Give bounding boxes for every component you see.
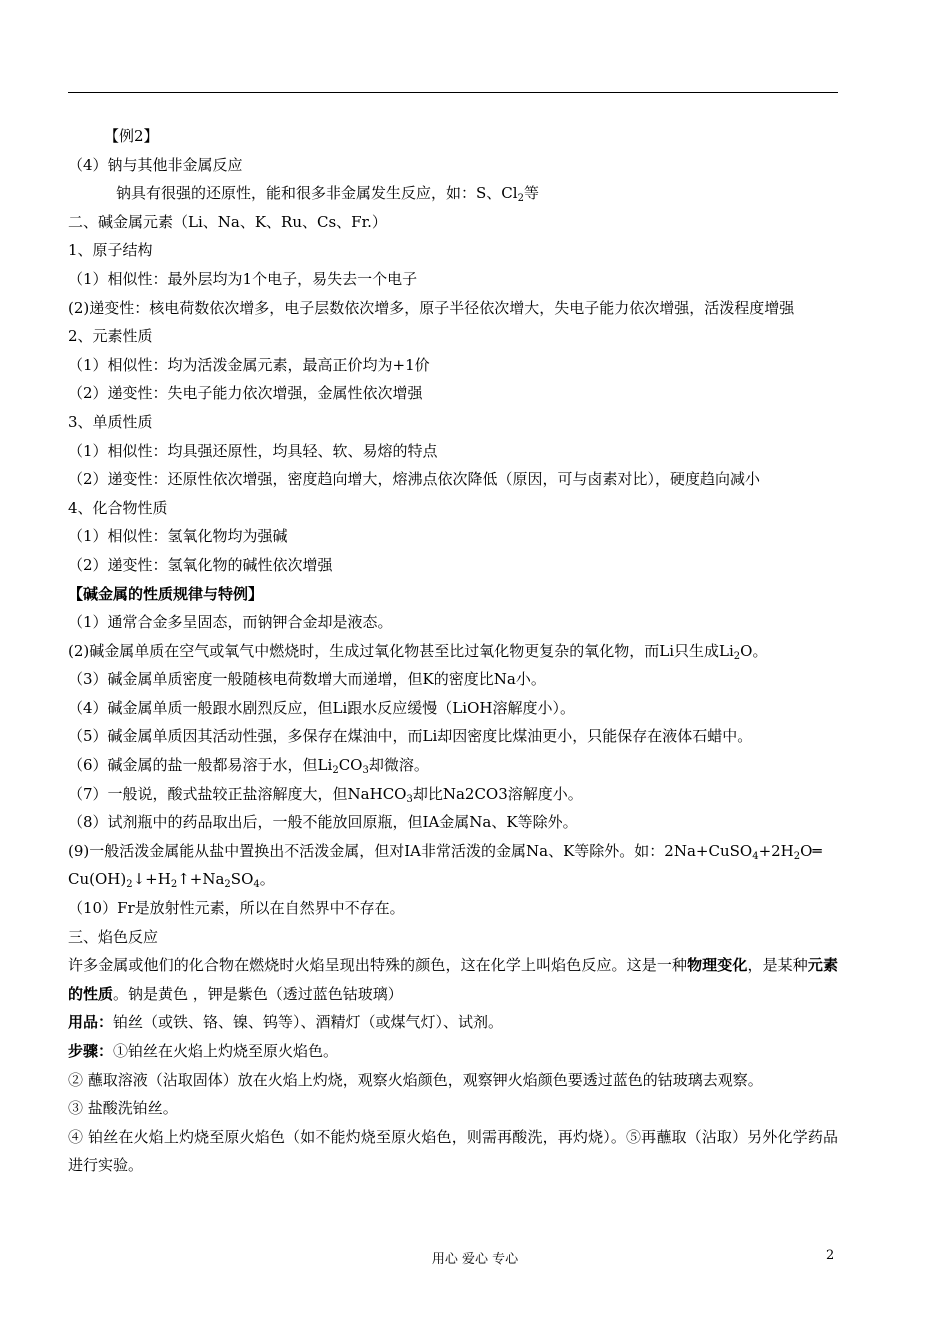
atom-trend: (2)递变性：核电荷数依次增多，电子层数依次增多，原子半径依次增大，失电子能力依次增强，活泼程度增强 — [68, 298, 795, 317]
rule-9: (9)一般活泼金属能从盐中置换出不活泼金属，但对IA非常活泼的金属Na、K等除外。如：$2Na+CuSO_4+2H_2O═$ — [68, 841, 822, 862]
rules-title: 【碱金属的性质规律与特例】 — [68, 584, 264, 603]
rule-2: (2)碱金属单质在空气或氧气中燃烧时，生成过氧化物甚至比过氧化物更复杂的氧化物，而Li只生成$Li_2O$。 — [68, 641, 768, 662]
compound-property-title: 4、化合物性质 — [68, 498, 168, 517]
flame-step-3: ③ 盐酸洗铂丝。 — [68, 1099, 178, 1118]
rule-6: （6）碱金属的盐一般都易溶于水，但$Li_2CO_3$却微溶。 — [68, 756, 429, 777]
footer-motto: 用心 爱心 专心 — [431, 1252, 519, 1267]
substance-trend: （2）递变性：还原性依次增强，密度趋向增大，熔沸点依次降低（原因，可与卤素对比），硬度趋向减小 — [68, 470, 761, 489]
sodium-nonmetal-body: 钠具有很强的还原性，能和很多非金属发生反应，如：S、$Cl_2$等 — [116, 184, 539, 205]
flame-step-2: ② 蘸取溶液（沾取固体）放在火焰上灼烧，观察火焰颜色，观察钾火焰颜色要透过蓝色的钴玻璃去观察。 — [68, 1070, 763, 1089]
rule-3: （3）碱金属单质密度一般随核电荷数增大而递增，但K的密度比Na小。 — [68, 670, 546, 689]
flame-steps: 步骤：①铂丝在火焰上灼烧至原火焰色。 — [68, 1042, 339, 1060]
rule-10: （10）Fr是放射性元素，所以在自然界中不存在。 — [68, 899, 405, 918]
compound-trend: （2）递变性：氢氧化物的碱性依次增强 — [68, 555, 333, 574]
flame-step-4: ④ 铂丝在火焰上灼烧至原火焰色（如不能灼烧至原火焰色，则需再酸洗，再灼烧）。⑤再蘸取（沾取）另外化学药品进行实验。 — [68, 1127, 838, 1175]
flame-section-title: 三、焰色反应 — [68, 927, 159, 946]
document-body — [68, 122, 838, 1180]
element-similarity: （1）相似性：均为活泼金属元素，最高正价均为+1价 — [68, 355, 430, 374]
page-number: 2 — [826, 1248, 835, 1263]
flame-tools: 用品：铂丝（或铁、铬、镍、钨等）、酒精灯（或煤气灯）、试剂。 — [68, 1013, 504, 1032]
rule-9-continued: $Cu(OH)_2↓+H_2↑+Na_2SO_4$。 — [68, 870, 275, 891]
element-trend: （2）递变性：失电子能力依次增强，金属性依次增强 — [68, 384, 423, 403]
rule-7: （7）一般说，酸式盐较正盐溶解度大，但NaHCO$_3$却比Na2CO3溶解度小。 — [68, 784, 583, 805]
sodium-nonmetal-title: （4）钠与其他非金属反应 — [68, 155, 243, 174]
header-rule — [68, 92, 838, 93]
flame-intro-paragraph: 许多金属或他们的化合物在燃烧时火焰呈现出特殊的颜色，这在化学上叫焰色反应。这是一种物理变化，是某种元素的性质。钠是黄色 ，钾是紫色（透过蓝色钴玻璃） — [68, 956, 838, 1003]
atom-structure-title: 1、原子结构 — [68, 241, 153, 260]
substance-property-title: 3、单质性质 — [68, 412, 153, 431]
atom-similarity: （1）相似性：最外层均为1个电子，易失去一个电子 — [68, 269, 418, 288]
alkali-section-title: 二、碱金属元素（Li、Na、K、Ru、Cs、Fr.） — [68, 212, 387, 231]
element-property-title: 2、元素性质 — [68, 327, 153, 346]
rule-1: （1）通常合金多呈固态，而钠钾合金却是液态。 — [68, 613, 393, 632]
example-heading: 【例2】 — [104, 127, 159, 145]
rule-4: （4）碱金属单质一般跟水剧烈反应，但Li跟水反应缓慢（LiOH溶解度小）。 — [68, 698, 575, 717]
rule-5: （5）碱金属单质因其活动性强，多保存在煤油中，而Li却因密度比煤油更小，只能保存在液体石蜡中。 — [68, 727, 753, 746]
rule-8: （8）试剂瓶中的药品取出后，一般不能放回原瓶，但IA金属Na、K等除外。 — [68, 813, 578, 832]
substance-similarity: （1）相似性：均具强还原性，均具轻、软、易熔的特点 — [68, 441, 438, 460]
compound-similarity: （1）相似性：氢氧化物均为强碱 — [68, 527, 288, 546]
